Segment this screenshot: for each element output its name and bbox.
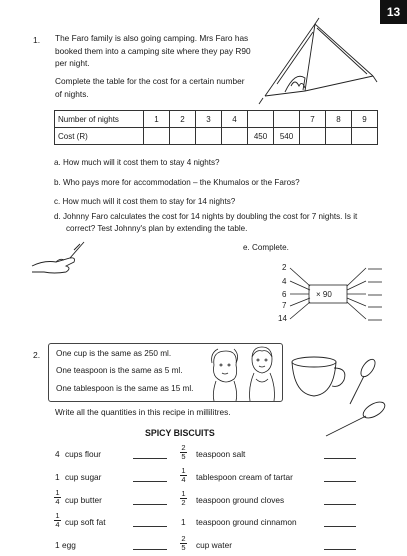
ingredient-fraction <box>54 512 61 529</box>
table-cell <box>222 128 248 145</box>
question-1d-line1: d. Johnny Faro calculates the cost for 14 nights by doubling the cost for 7 nights. Is it <box>54 212 358 221</box>
answer-blank[interactable] <box>133 504 167 505</box>
ingredient-fraction <box>54 489 61 506</box>
table-cell <box>326 128 352 145</box>
answer-blank[interactable] <box>133 549 167 550</box>
map-input: 2 <box>282 263 287 272</box>
fraction-denominator: 4 <box>181 475 186 484</box>
recipe-title: SPICY BISCUITS <box>145 428 215 438</box>
map-input: 6 <box>282 290 287 299</box>
ingredient-fraction <box>180 467 187 484</box>
table-cell <box>274 111 300 128</box>
ingredient-fraction <box>180 535 187 552</box>
question-1b: b. Who pays more for accommodation – the Khumalos or the Faros? <box>54 178 300 187</box>
table-cell <box>248 111 274 128</box>
table-cell: 8 <box>326 111 352 128</box>
cup-and-spoons-illustration <box>288 348 398 440</box>
instruction-line: of nights. <box>55 88 89 99</box>
table-row <box>55 128 378 145</box>
map-rule: × 90 <box>316 290 332 299</box>
ingredient-name: teaspoon salt <box>196 449 246 459</box>
tent-illustration <box>255 16 380 116</box>
map-input: 7 <box>282 301 287 310</box>
ingredient-qty: 1 <box>55 540 60 550</box>
answer-blank[interactable] <box>133 481 167 482</box>
table-cell: 1 <box>144 111 170 128</box>
question-1c: c. How much will it cost them to stay for 14 nights? <box>54 197 236 206</box>
arrow <box>347 268 366 286</box>
fraction-denominator: 2 <box>181 498 186 507</box>
ingredient-fraction <box>180 490 187 507</box>
question-1e: e. Complete. <box>243 243 289 252</box>
map-input: 4 <box>282 277 287 286</box>
answer-blank[interactable] <box>324 481 356 482</box>
fact-line: One cup is the same as 250 ml. <box>56 349 172 358</box>
ingredient-name: cup sugar <box>65 472 102 482</box>
fraction-denominator: 4 <box>55 497 60 506</box>
fraction-numerator: 2 <box>181 443 186 452</box>
answer-blank[interactable] <box>133 526 167 527</box>
table-cell <box>352 128 378 145</box>
fraction-denominator: 5 <box>181 452 186 461</box>
fact-line: One tablespoon is the same as 15 ml. <box>56 384 194 393</box>
question-1a: a. How much will it cost them to stay 4 nights? <box>54 158 220 167</box>
answer-blank[interactable] <box>324 549 356 550</box>
question-1d-line2: correct? Test Johnny's plan by extending the table. <box>66 224 248 233</box>
question-2-number: 2. <box>33 350 41 360</box>
intro-line: booked them into a camping site where they pay R90 <box>55 45 251 56</box>
table-cell <box>170 128 196 145</box>
table-cell: 7 <box>300 111 326 128</box>
fraction-numerator: 1 <box>181 489 186 498</box>
map-input: 14 <box>278 314 287 323</box>
table-header-cost: Cost (R) <box>55 128 144 145</box>
table-cell: 3 <box>196 111 222 128</box>
fraction-denominator: 4 <box>55 520 60 529</box>
question-2-instruction: Write all the quantities in this recipe in millilitres. <box>55 407 231 417</box>
children-illustration <box>208 345 280 403</box>
table-cell: 9 <box>352 111 378 128</box>
table-cell: 4 <box>222 111 248 128</box>
table-cell <box>196 128 222 145</box>
question-1-number: 1. <box>33 35 41 45</box>
ingredient-qty: 4 <box>55 449 60 459</box>
fraction-numerator: 1 <box>55 511 60 520</box>
table-cell: 540 <box>274 128 300 145</box>
fact-line: One teaspoon is the same as 5 ml. <box>56 366 183 375</box>
ingredient-name: cups flour <box>65 449 101 459</box>
table-cell <box>300 128 326 145</box>
answer-blank[interactable] <box>324 504 356 505</box>
table-cell: 450 <box>248 128 274 145</box>
table-cell <box>144 128 170 145</box>
ingredient-name: teaspoon ground cinnamon <box>196 517 297 527</box>
arrow <box>290 281 310 290</box>
question-1-intro <box>55 32 251 70</box>
ingredient-name: teaspoon ground cloves <box>196 495 285 505</box>
ingredient-name: cup butter <box>65 495 102 505</box>
page-number-badge: 13 <box>380 0 407 24</box>
intro-line: per night. <box>55 58 90 68</box>
ingredient-name: cup soft fat <box>65 517 106 527</box>
intro-line: The Faro family is also going camping. Mrs Faro has <box>55 33 249 43</box>
table-header-nights: Number of nights <box>55 111 144 128</box>
ingredient-name: cup water <box>196 540 232 550</box>
question-1-instruction <box>55 75 245 100</box>
ingredient-fraction <box>180 444 187 461</box>
ingredient-name: tablespoon cream of tartar <box>196 472 293 482</box>
arrow <box>290 268 310 286</box>
fraction-numerator: 1 <box>181 466 186 475</box>
nights-cost-table <box>54 110 378 145</box>
ingredient-qty: 1 <box>181 517 186 527</box>
table-row <box>55 111 378 128</box>
fraction-denominator: 5 <box>181 543 186 552</box>
fraction-numerator: 1 <box>55 488 60 497</box>
hand-writing-icon <box>30 240 90 280</box>
ingredient-qty: 1 <box>55 472 60 482</box>
answer-blank[interactable] <box>324 458 356 459</box>
fraction-numerator: 2 <box>181 534 186 543</box>
table-cell: 2 <box>170 111 196 128</box>
arrow <box>347 281 366 290</box>
answer-blank[interactable] <box>324 526 356 527</box>
instruction-line: Complete the table for the cost for a certain number <box>55 76 245 86</box>
ingredient-name: egg <box>62 540 76 550</box>
answer-blank[interactable] <box>133 458 167 459</box>
